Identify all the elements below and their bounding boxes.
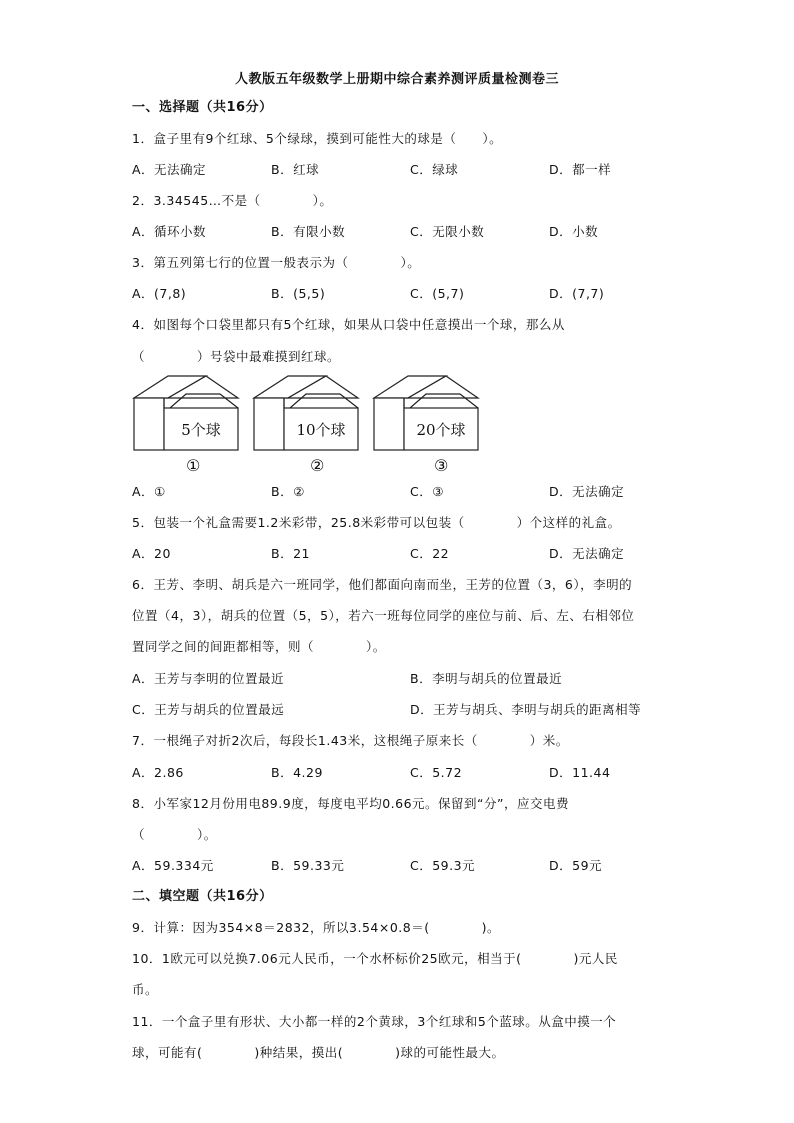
bag-1-label: 5个球: [181, 421, 221, 439]
q3-option-c: C．(5,7): [410, 286, 465, 301]
q4-option-c: C．③: [410, 484, 444, 499]
question-6-line2: 位置（4，3），胡兵的位置（5，5），若六一班每位同学的座位与前、后、左、右相邻位: [132, 608, 635, 623]
section-heading-choice: 一、选择题（共16分）: [132, 100, 273, 115]
question-6-line3: 置同学之间的间距都相等，则（ ）。: [132, 639, 386, 654]
bag-1: [134, 376, 238, 450]
q5-option-c: C．22: [410, 546, 450, 561]
q1-option-b: B．红球: [271, 162, 320, 177]
q3-option-d: D．(7,7): [549, 286, 605, 301]
q6-option-c: C．王芳与胡兵的位置最远: [132, 702, 285, 717]
question-4-stem: 4．如图每个口袋里都只有5个红球，如果从口袋中任意摸出一个球，那么从: [132, 317, 565, 332]
bag-1-number: ①: [186, 456, 201, 475]
bags-figure: [130, 372, 490, 456]
bag-2: [254, 376, 358, 450]
q8-option-b: B．59.33元: [271, 858, 345, 873]
q4-option-b: B．②: [271, 484, 305, 499]
q2-option-c: C．无限小数: [410, 224, 485, 239]
question-10-line2: 币。: [132, 982, 159, 997]
q1-option-a: A．无法确定: [132, 162, 207, 177]
question-11-line2: 球，可能有( )种结果，摸出( )球的可能性最大。: [132, 1045, 505, 1060]
question-10-line1: 10．1欧元可以兑换7.06元人民币，一个水杯标价25欧元，相当于( )元人民: [132, 951, 618, 966]
question-5-stem: 5．包装一个礼盒需要1.2米彩带，25.8米彩带可以包装（ ）个这样的礼盒。: [132, 515, 621, 530]
bag-3-label: 20个球: [416, 421, 466, 439]
q6-option-d: D．王芳与胡兵、李明与胡兵的距离相等: [410, 702, 642, 717]
q6-option-a: A．王芳与李明的位置最近: [132, 671, 285, 686]
question-8-line2: （ ）。: [132, 827, 217, 842]
q5-option-d: D．无法确定: [549, 546, 625, 561]
bag-3: [374, 376, 478, 450]
q1-option-d: D．都一样: [549, 162, 612, 177]
question-9-stem: 9．计算：因为354×8＝2832，所以3.54×0.8＝( )。: [132, 920, 500, 935]
question-6-line1: 6．王芳、李明、胡兵是六一班同学，他们都面向南而坐，王芳的位置（3，6），李明的: [132, 577, 633, 592]
bag-2-number: ②: [310, 456, 325, 475]
q7-option-a: A．2.86: [132, 765, 184, 780]
question-8-line1: 8．小军家12月份用电89.9度，每度电平均0.66元。保留到“分”，应交电费: [132, 796, 569, 811]
q6-option-b: B．李明与胡兵的位置最近: [410, 671, 563, 686]
question-11-line1: 11．一个盒子里有形状、大小都一样的2个黄球，3个红球和5个蓝球。从盒中摸一个: [132, 1014, 617, 1029]
q2-option-a: A．循环小数: [132, 224, 207, 239]
q8-option-a: A．59.334元: [132, 858, 214, 873]
question-4-stem-line2: （ ）号袋中最难摸到红球。: [132, 349, 341, 364]
q5-option-b: B．21: [271, 546, 310, 561]
question-3-stem: 3．第五列第七行的位置一般表示为（ ）。: [132, 255, 421, 270]
question-2-stem: 2．3.34545…不是（ ）。: [132, 193, 333, 208]
section-heading-fill: 二、填空题（共16分）: [132, 889, 273, 904]
bag-3-number: ③: [434, 456, 449, 475]
page-title: 人教版五年级数学上册期中综合素养测评质量检测卷三: [234, 72, 559, 87]
q4-option-a: A．①: [132, 484, 166, 499]
q7-option-c: C．5.72: [410, 765, 463, 780]
q7-option-b: B．4.29: [271, 765, 323, 780]
q3-option-b: B．(5,5): [271, 286, 326, 301]
q4-option-d: D．无法确定: [549, 484, 625, 499]
bag-2-label: 10个球: [296, 421, 346, 439]
question-7-stem: 7．一根绳子对折2次后，每段长1.43米，这根绳子原来长（ ）米。: [132, 733, 569, 748]
q2-option-d: D．小数: [549, 224, 599, 239]
q8-option-d: D．59元: [549, 858, 603, 873]
q7-option-d: D．11.44: [549, 765, 611, 780]
q2-option-b: B．有限小数: [271, 224, 346, 239]
q3-option-a: A．(7,8): [132, 286, 187, 301]
q1-option-c: C．绿球: [410, 162, 459, 177]
q5-option-a: A．20: [132, 546, 171, 561]
q8-option-c: C．59.3元: [410, 858, 476, 873]
question-1-stem: 1．盒子里有9个红球、5个绿球，摸到可能性大的球是（ ）。: [132, 131, 503, 146]
